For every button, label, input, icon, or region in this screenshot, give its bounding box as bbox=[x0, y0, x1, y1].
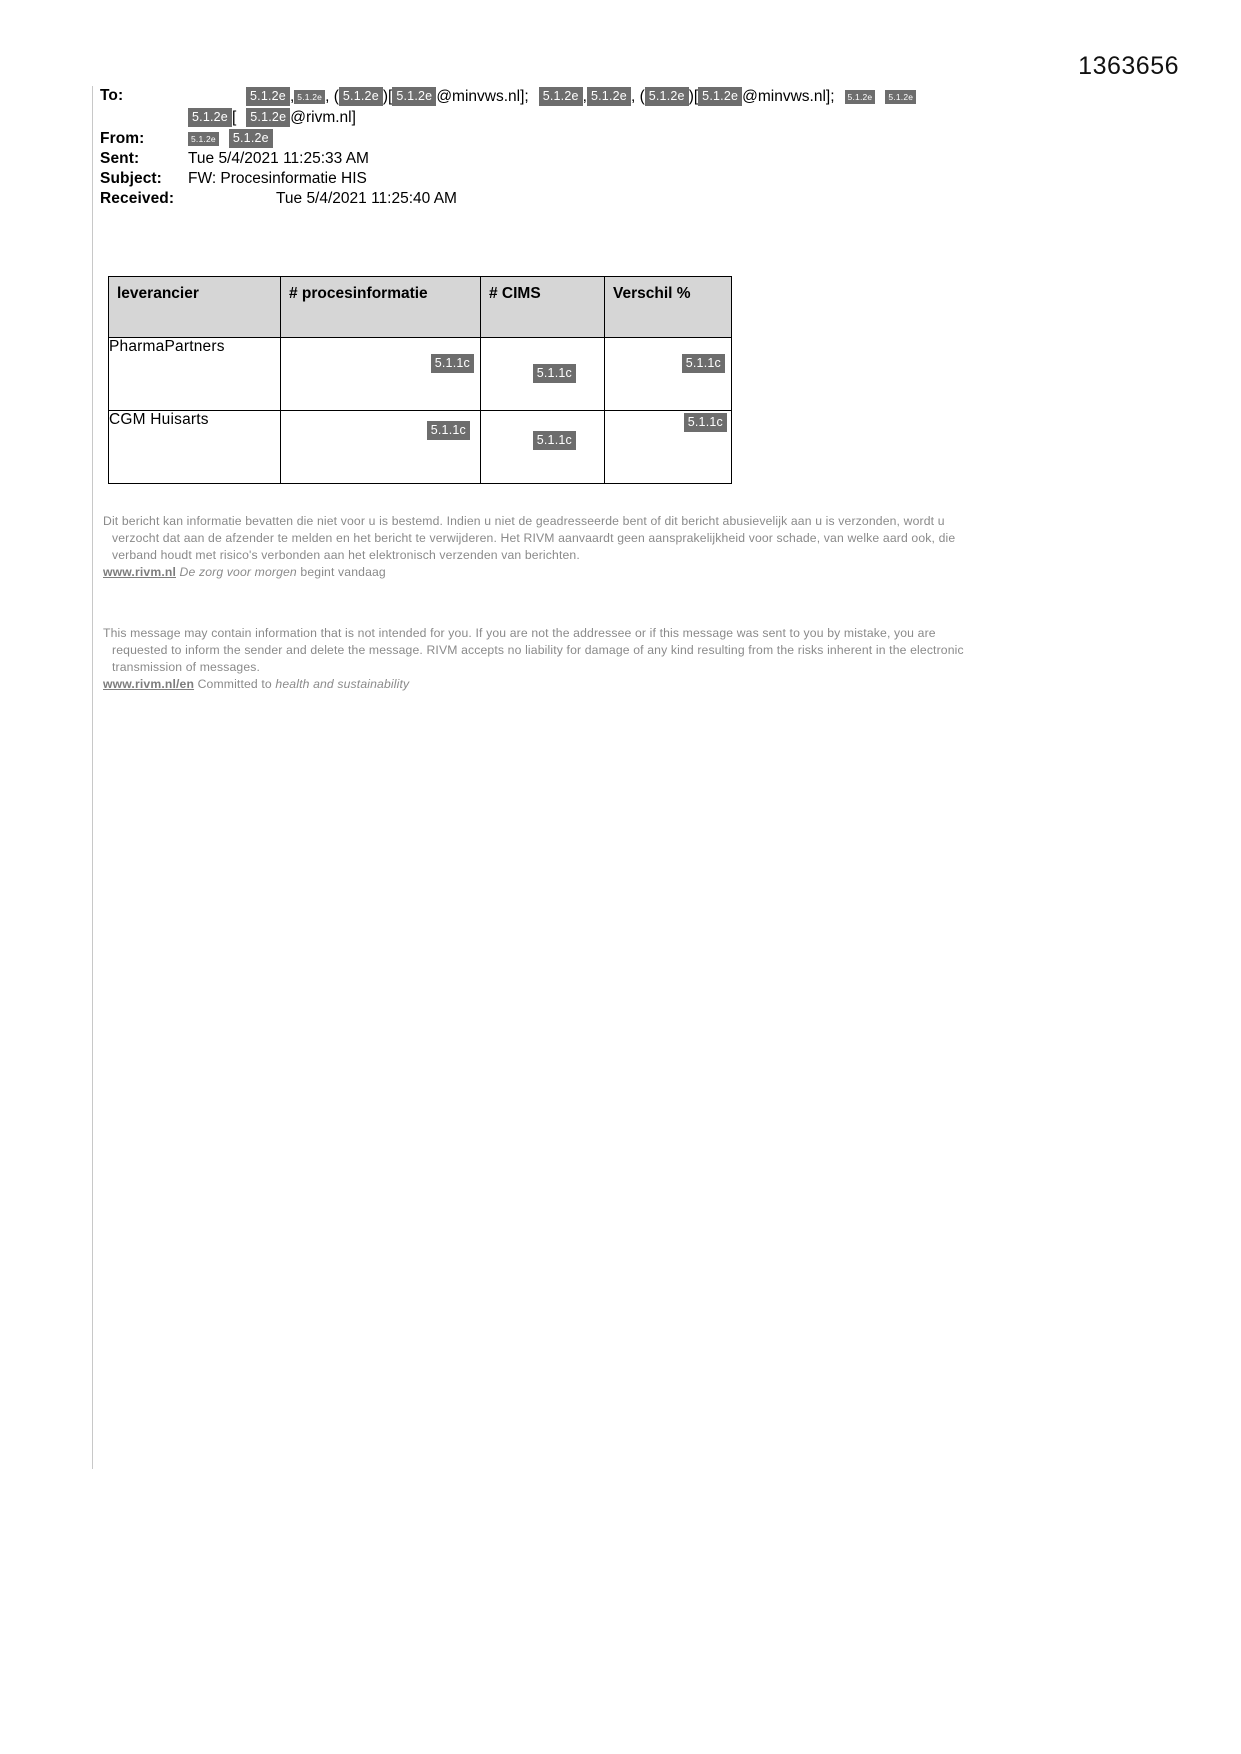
disclaimer-dutch-line-2: verzocht dat aan de afzender te melden en het bericht te verwijderen. Het RIVM aanvaardt geen aansprakelijkheid voor schade, van welke aard ook, die bbox=[112, 531, 956, 545]
cell-procesinformatie bbox=[281, 338, 481, 411]
redaction-box: 5.1.2e bbox=[339, 87, 383, 106]
to-separator: , ( bbox=[325, 88, 339, 105]
column-header-verschil: Verschil % bbox=[605, 277, 732, 338]
from-label: From: bbox=[100, 130, 145, 147]
redaction-box: 5.1.1c bbox=[533, 431, 576, 450]
column-header-procesinformatie: # procesinformatie bbox=[281, 277, 481, 338]
header-row-subject bbox=[100, 169, 1100, 188]
disclaimer-english-line-1: This message may contain information that is not intended for you. If you are not the addressee or if this message was sent to you by mistake, you are bbox=[103, 626, 936, 640]
email-header bbox=[100, 86, 1100, 209]
to-separator: , bbox=[289, 88, 295, 105]
column-header-cims: # CIMS bbox=[481, 277, 605, 338]
sent-label: Sent: bbox=[100, 150, 140, 168]
disclaimer-dutch-footer bbox=[103, 564, 1118, 581]
cell-verschil bbox=[605, 411, 732, 484]
from-value bbox=[188, 129, 1100, 148]
redaction-box: 5.1.2e bbox=[229, 129, 273, 148]
redaction-box: 5.1.1c bbox=[427, 421, 470, 440]
document-id: 1363656 bbox=[1078, 52, 1179, 80]
cell-procesinformatie bbox=[281, 411, 481, 484]
redaction-box: 5.1.1c bbox=[682, 354, 725, 373]
redaction-box: 5.1.2e bbox=[645, 87, 689, 106]
to-domain: @minvws.nl]; bbox=[436, 88, 529, 105]
redaction-box: 5.1.2e bbox=[246, 87, 290, 106]
header-row-to bbox=[100, 86, 1100, 128]
to-value bbox=[188, 86, 1100, 128]
redaction-box: 5.1.2e bbox=[188, 132, 219, 146]
rivm-en-slogan-lead: Committed to bbox=[197, 677, 272, 691]
page-left-rule bbox=[92, 86, 93, 1469]
header-row-received bbox=[100, 189, 1100, 208]
disclaimer-english bbox=[103, 625, 1118, 693]
redaction-box: 5.1.2e bbox=[188, 108, 232, 127]
subject-value: FW: Procesinformatie HIS bbox=[188, 170, 367, 188]
table-row bbox=[109, 411, 732, 484]
to-label: To: bbox=[100, 87, 124, 104]
to-separator: [ bbox=[231, 109, 237, 126]
cell-verschil bbox=[605, 338, 732, 411]
table-header-row bbox=[109, 277, 732, 338]
to-separator: )[ bbox=[382, 88, 393, 105]
cell-cims bbox=[481, 338, 605, 411]
redaction-box: 5.1.1c bbox=[533, 364, 576, 383]
header-row-sent bbox=[100, 149, 1100, 168]
received-label: Received: bbox=[100, 190, 175, 208]
sent-value: Tue 5/4/2021 11:25:33 AM bbox=[188, 150, 369, 168]
procesinformatie-table-wrapper bbox=[108, 276, 732, 484]
rivm-link[interactable]: www.rivm.nl bbox=[103, 565, 176, 579]
redaction-box: 5.1.2e bbox=[885, 90, 916, 104]
disclaimer-dutch-line-3: verband houdt met risico's verbonden aan het elektronisch verzenden van berichten. bbox=[112, 548, 580, 562]
rivm-en-link[interactable]: www.rivm.nl/en bbox=[103, 677, 195, 691]
to-separator: , ( bbox=[630, 88, 645, 105]
received-value: Tue 5/4/2021 11:25:40 AM bbox=[276, 190, 457, 208]
redaction-box: 5.1.2e bbox=[587, 87, 631, 106]
to-separator: )[ bbox=[688, 88, 699, 105]
rivm-slogan-italic: De zorg voor morgen bbox=[179, 565, 297, 579]
to-domain: @minvws.nl]; bbox=[742, 88, 835, 105]
rivm-slogan-rest: begint vandaag bbox=[300, 565, 386, 579]
redaction-box: 5.1.1c bbox=[684, 413, 727, 432]
disclaimer-english-line-3: transmission of messages. bbox=[112, 660, 261, 674]
redaction-box: 5.1.2e bbox=[392, 87, 436, 106]
redaction-box: 5.1.2e bbox=[539, 87, 583, 106]
redaction-box: 5.1.2e bbox=[845, 90, 876, 104]
to-value-line-1 bbox=[188, 86, 1100, 107]
disclaimer-english-line-2: requested to inform the sender and delete the message. RIVM accepts no liability for damage of any kind resulting from the risks inherent in the electronic bbox=[112, 643, 964, 657]
header-row-from bbox=[100, 129, 1100, 148]
table-row bbox=[109, 338, 732, 411]
disclaimer-dutch-line-1: Dit bericht kan informatie bevatten die niet voor u is bestemd. Indien u niet de geadresseerde bent of dit bericht abusievelijk aan u is verzonden, wordt u bbox=[103, 514, 945, 528]
column-header-leverancier: leverancier bbox=[109, 277, 281, 338]
cell-leverancier: PharmaPartners bbox=[109, 338, 281, 411]
to-separator: , bbox=[582, 88, 587, 105]
to-value-line-2 bbox=[188, 107, 1100, 128]
redaction-box: 5.1.2e bbox=[698, 87, 742, 106]
subject-label: Subject: bbox=[100, 170, 162, 188]
procesinformatie-table bbox=[108, 276, 732, 484]
redaction-box: 5.1.1c bbox=[431, 354, 474, 373]
redaction-box: 5.1.2e bbox=[294, 90, 325, 104]
redaction-box: 5.1.2e bbox=[246, 108, 290, 127]
cell-leverancier: CGM Huisarts bbox=[109, 411, 281, 484]
disclaimer-dutch bbox=[103, 513, 1118, 581]
disclaimer-english-footer bbox=[103, 676, 1118, 693]
cell-cims bbox=[481, 411, 605, 484]
to-domain: @rivm.nl] bbox=[290, 109, 356, 126]
rivm-en-slogan-italic: health and sustainability bbox=[275, 677, 410, 691]
